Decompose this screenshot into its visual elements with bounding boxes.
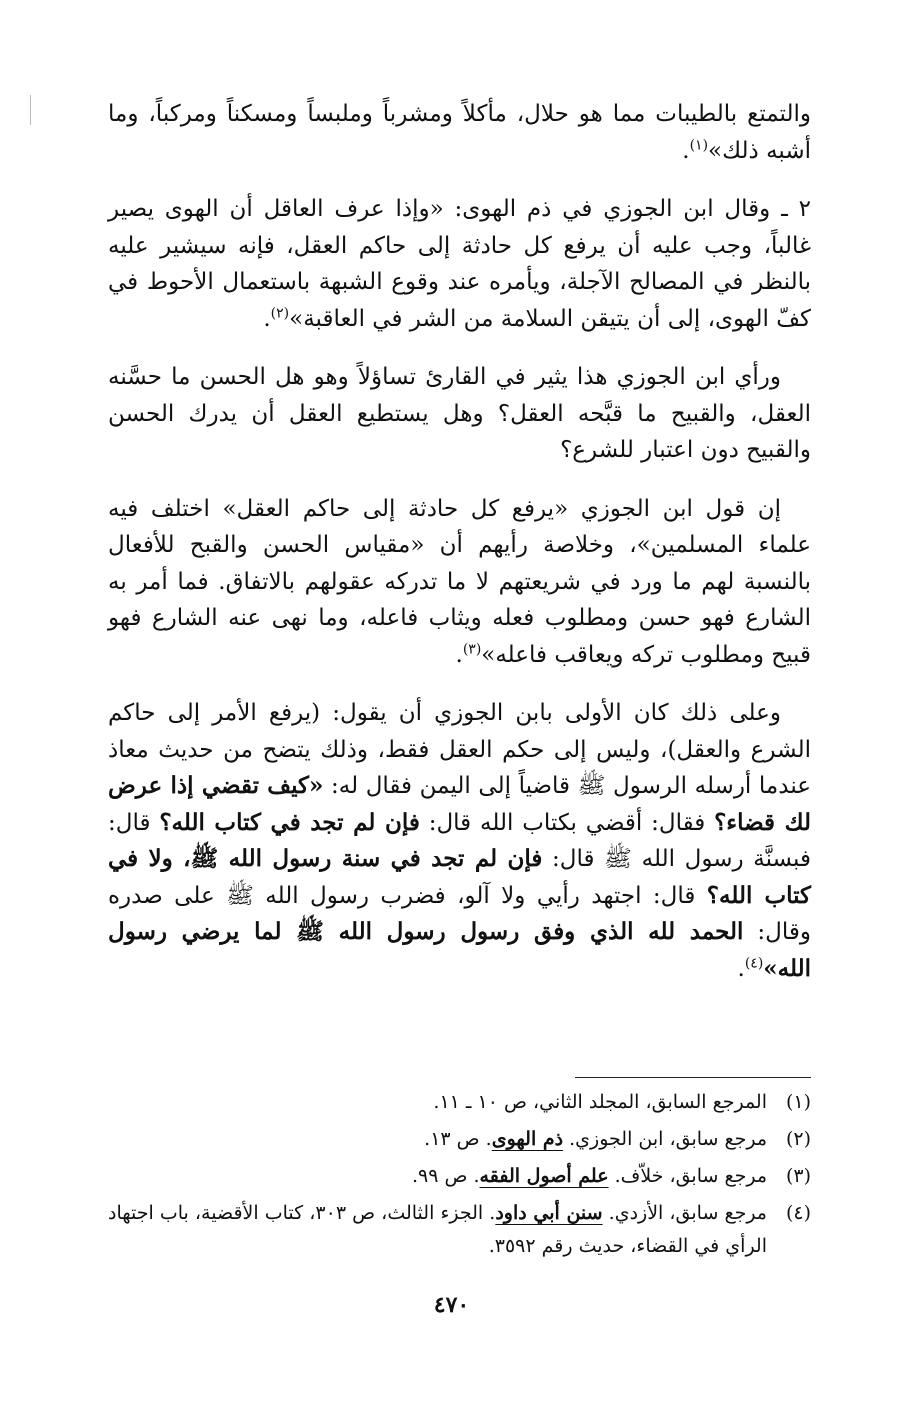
hadith-quote-2: فإن لم تجد في كتاب الله؟: [159, 808, 420, 836]
hadith-quote-3: فإن لم تجد في سنة رسول الله ﷺ، ولا في كتاب الله؟: [108, 845, 811, 909]
page-number: ٤٧٠: [433, 1292, 470, 1318]
hadith-quote-1: «كيف تقضي إذا عرض لك قضاء؟: [108, 772, 811, 836]
margin-mark: [30, 95, 31, 125]
footnote-number: (٤): [785, 1202, 811, 1224]
paragraph-5-text-c: فقال: أقضي بكتاب الله قال:: [419, 809, 715, 836]
footnote-number: (٢): [785, 1128, 811, 1150]
paragraph-4-text: إن قول ابن الجوزي «يرفع كل حادثة إلى حاكم العقل» اختلف فيه علماء المسلمين»، وخلاصة رأيهم أن «مقياس الحسن والقبح للأفعال بالنسبة لهم ما ورد في شريعتهم لا ما تدركه عقولهم بالاتفاق. فما أمر به الشارع فهو حسن ومطلوب فعله ويثاب فاعله، وما نهى عنه الشارع فهو قبيح ومطلوب تركه ويعاقب فاعله»: [108, 495, 811, 668]
paragraph-3: ورأي ابن الجوزي هذا يثير في القارئ تساؤلاً وهو هل الحسن ما حسَّنه العقل، والقبيح ما قبَّحه العقل؟ وهل يستطيع العقل أن يدرك الحسن والقبيح دون اعتبار للشرع؟: [108, 364, 811, 463]
book-title: ذم الهوى: [491, 1128, 564, 1150]
book-title: سنن أبي داود: [495, 1202, 603, 1224]
footnote-ref-4: (٤): [744, 954, 764, 971]
paragraph-1-text: والتمتع بالطيبات مما هو حلال، مأكلاً ومشرباً وملبساً ومسكناً ومركباً، وما أشبه ذلك»: [108, 101, 811, 164]
footnote-number: (٣): [785, 1165, 811, 1187]
paragraph-5-text-a: وعلى ذلك كان الأولى بابن الجوزي أن يقول: (يرفع الأمر إلى حاكم الشرع والعقل)، وليس إلى حكم العقل فقط، وذلك يتضح من حديث معاذ عندما أرسله الرسول ﷺ قاضياً إلى اليمن فقال له:: [108, 700, 811, 799]
footnote-3: [108, 1160, 811, 1193]
paragraph-2-text: ٢ ـ وقال ابن الجوزي في ذم الهوى: «وإذا عرف العاقل أن الهوى يصير غالباً، وجب عليه أن يرفع كل حادثة إلى حاكم العقل، فإنه سيشير عليه بالنظر في المصالح الآجلة، ويأمره عند وقوع الشبهة باستعمال الأحوط في كفّ الهوى، إلى أن يتيقن السلامة من الشر في العاقبة»: [108, 196, 811, 332]
footnote-citation: مرجع سابق، الأزدي.: [602, 1202, 767, 1224]
footnote-ref-3: (٣): [462, 640, 482, 657]
paragraph-5-text-e: قال: فبسنَّة رسول الله ﷺ قال:: [108, 809, 811, 872]
footnote-2: [108, 1123, 811, 1156]
hadith-quote-4: الحمد لله الذي وفق رسول رسول الله ﷺ لما يرضي رسول الله»: [108, 918, 811, 982]
paragraph-5-text-g: قال: اجتهد رأيي ولا آلو، فضرب رسول الله ﷺ على صدره وقال:: [108, 882, 811, 945]
footnote-1: [108, 1086, 811, 1119]
footnote-citation: مرجع سابق، خلاّف.: [608, 1165, 767, 1187]
footnote-page: . ص ٩٩.: [411, 1165, 480, 1187]
footnote-4: [108, 1197, 811, 1263]
footnote-ref-2: (٢): [270, 304, 290, 321]
footnote-page: . ص ١٣.: [424, 1128, 492, 1150]
footnotes: [108, 1086, 811, 1267]
footnote-text: المرجع السابق، المجلد الثاني، ص ١٠ ـ ١١.: [433, 1091, 767, 1113]
paragraph-4: إن قول ابن الجوزي «يرفع كل حادثة إلى حاكم العقل» اختلف فيه علماء المسلمين»، وخلاصة رأيهم أن «مقياس الحسن والقبح للأفعال بالنسبة لهم ما ورد في شريعتهم لا ما تدركه عقولهم بالاتفاق. فما أمر به الشارع فهو حسن ومطلوب فعله ويثاب فاعله، وما نهى عنه الشارع فهو قبيح ومطلوب تركه ويعاقب فاعله»$^{(٣)}$.: [108, 495, 811, 668]
footnote-number: (١): [785, 1091, 811, 1113]
main-text: [108, 96, 811, 1009]
footnote-separator: [575, 1077, 811, 1078]
footnote-ref-1: (١): [689, 136, 709, 153]
footnote-text: [108, 1123, 767, 1156]
footnote-page: . الجزء الثالث، ص ٣٠٣، كتاب الأقضية، باب اجتهاد الرأي في القضاء، حديث رقم ٣٥٩٢.: [108, 1202, 767, 1257]
book-title: علم أصول الفقه: [479, 1165, 609, 1187]
footnote-citation: مرجع سابق، ابن الجوزي.: [563, 1128, 767, 1150]
footnote-text: [108, 1197, 767, 1263]
paragraph-5: وعلى ذلك كان الأولى بابن الجوزي أن يقول: (يرفع الأمر إلى حاكم الشرع والعقل)، وليس إلى حكم العقل فقط، وذلك يتضح من حديث معاذ عندما أرسله الرسول ﷺ قاضياً إلى اليمن فقال له: «كيف تقضي إذا عرض لك قضاء؟ فقال: أقضي بكتاب الله قال: فإن لم تجد في كتاب الله؟ قال: فبسنَّة رسول الله ﷺ قال: فإن لم تجد في سنة رسول الله ﷺ، ولا في كتاب الله؟ قال: اجتهد رأيي ولا آلو، فضرب رسول الله ﷺ على صدره وقال: الحمد لله الذي وفق رسول رسول الله ﷺ لما يرضي رسول الله»$^{(٤)}$.: [108, 700, 811, 982]
paragraph-2: ٢ ـ وقال ابن الجوزي في ذم الهوى: «وإذا عرف العاقل أن الهوى يصير غالباً، وجب عليه أن يرفع كل حادثة إلى حاكم العقل، فإنه سيشير عليه بالنظر في المصالح الآجلة، ويأمره عند وقوع الشبهة باستعمال الأحوط في كفّ الهوى، إلى أن يتيقن السلامة من الشر في العاقبة»$^{(٢)}$.: [108, 196, 811, 332]
paragraph-1: والتمتع بالطيبات مما هو حلال، مأكلاً ومشرباً وملبساً ومسكناً ومركباً، وما أشبه ذلك»$^{(١)}$.: [108, 101, 811, 164]
footnote-text: [108, 1160, 767, 1193]
